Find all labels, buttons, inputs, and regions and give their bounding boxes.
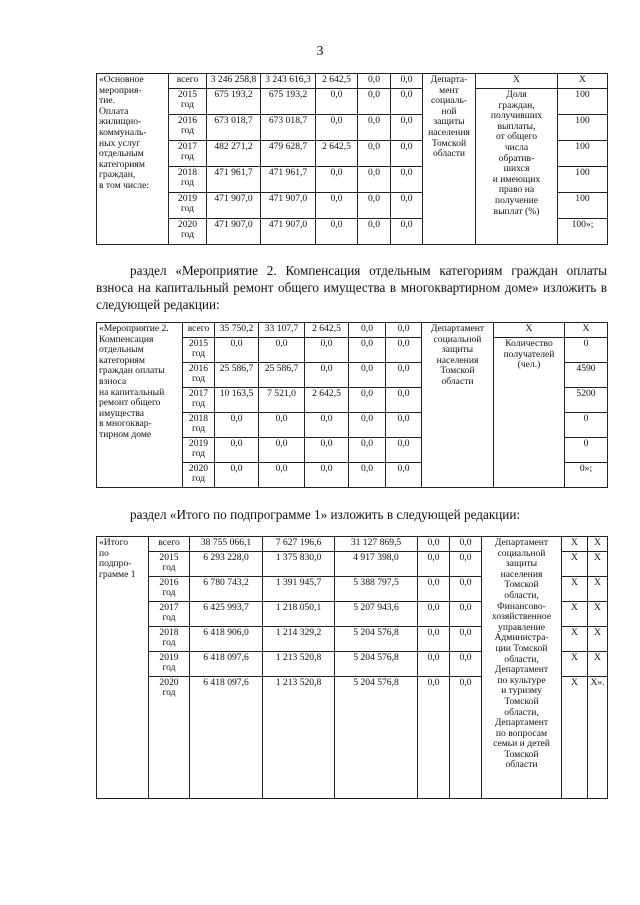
year-cell: 2015 год — [149, 552, 190, 577]
indicator-value-cell: X — [588, 537, 608, 552]
federal-cell: 0,0 — [259, 463, 305, 488]
page-number: 3 — [316, 44, 324, 59]
total-cell: 6 425 993,7 — [190, 602, 263, 627]
other-cell: 0,0 — [391, 141, 423, 167]
indicator-value-cell: X — [588, 552, 608, 577]
total-cell: 471 961,7 — [207, 167, 261, 193]
indicator-value-cell: X — [588, 577, 608, 602]
other-cell: 0,0 — [391, 115, 423, 141]
municipal-cell: 0,0 — [349, 413, 386, 438]
other-cell: 0,0 — [391, 219, 423, 245]
indicator-value-cell: 0 — [565, 338, 608, 363]
federal-cell: 7 521,0 — [259, 388, 305, 413]
federal-cell: 675 193,2 — [261, 89, 316, 115]
other-cell: 0,0 — [391, 193, 423, 219]
year-cell: 2019 год — [169, 193, 207, 219]
year-cell: 2020 год — [169, 219, 207, 245]
table-measure-2 — [96, 322, 608, 488]
total-cell: 0,0 — [215, 413, 259, 438]
activity-name-cell: «Мероприятие 2. Компенсация отдельным категориям граждан оплаты взноса на капитальный ремонт общего имущества в многоквар- тирном доме — [97, 323, 183, 488]
regional-cell: 4 917 398,0 — [335, 552, 418, 577]
table-row — [97, 74, 608, 89]
federal-cell: 471 961,7 — [261, 167, 316, 193]
year-cell: 2017 год — [169, 141, 207, 167]
year-cell: 2019 год — [149, 652, 190, 677]
regional-cell: 0,0 — [305, 363, 349, 388]
total-cell: 6 293 228,0 — [190, 552, 263, 577]
year-cell: 2020 год — [149, 677, 190, 799]
executor-cell: Департамент социальной защиты населения Томской области, Финансово- хозяйственное управление Администра- ции Томской области, Департамент по культуре и туризму Томской области, Департамент по вопросам семьи и детей Томской области — [482, 537, 562, 799]
executor-cell: Департамент социальной защиты населения Томской области — [422, 323, 494, 488]
regional-cell: 0,0 — [305, 463, 349, 488]
federal-cell: 471 907,0 — [261, 219, 316, 245]
municipal-cell: 0,0 — [349, 323, 386, 338]
other-cell: 0,0 — [391, 89, 423, 115]
regional-cell: 5 207 943,6 — [335, 602, 418, 627]
other-cell: 0,0 — [386, 323, 422, 338]
municipal-cell: 0,0 — [418, 602, 450, 627]
municipal-cell: 0,0 — [358, 115, 391, 141]
paragraph-subprogram-total: раздел «Итого по подпрограмме 1» изложить в следующей редакции: — [130, 507, 521, 522]
federal-cell: 1 213 520,8 — [263, 652, 335, 677]
regional-cell: 2 642,5 — [305, 323, 349, 338]
indicator-name-cell: X — [562, 652, 588, 677]
indicator-value-cell: 0 — [565, 413, 608, 438]
total-cell: 0,0 — [215, 438, 259, 463]
total-cell: 673 018,7 — [207, 115, 261, 141]
indicator-value-cell: 5200 — [565, 388, 608, 413]
regional-cell: 5 388 797,5 — [335, 577, 418, 602]
total-cell: 471 907,0 — [207, 193, 261, 219]
other-cell: 0,0 — [391, 167, 423, 193]
total-cell: 10 163,5 — [215, 388, 259, 413]
federal-cell: 1 375 830,0 — [263, 552, 335, 577]
municipal-cell: 0,0 — [358, 141, 391, 167]
regional-cell: 2 642,5 — [316, 141, 358, 167]
other-cell: 0,0 — [450, 602, 482, 627]
federal-cell: 0,0 — [259, 413, 305, 438]
municipal-cell: 0,0 — [358, 89, 391, 115]
total-cell: 38 755 066,1 — [190, 537, 263, 552]
indicator-value-cell: 0 — [565, 438, 608, 463]
federal-cell: 0,0 — [259, 338, 305, 363]
other-cell: 0,0 — [450, 627, 482, 652]
other-cell: 0,0 — [450, 577, 482, 602]
total-cell: 6 418 906,0 — [190, 627, 263, 652]
federal-cell: 1 391 945,7 — [263, 577, 335, 602]
indicator-name-cell: Количество получателей (чел.) — [494, 338, 565, 488]
municipal-cell: 0,0 — [358, 219, 391, 245]
indicator-value-cell: 100»; — [558, 219, 608, 245]
other-cell: 0,0 — [450, 652, 482, 677]
regional-cell: 5 204 576,8 — [335, 652, 418, 677]
regional-cell: 0,0 — [305, 438, 349, 463]
total-cell: 6 418 097,6 — [190, 652, 263, 677]
municipal-cell: 0,0 — [418, 677, 450, 799]
other-cell: 0,0 — [386, 413, 422, 438]
year-cell: 2019 год — [183, 438, 215, 463]
indicator-name-cell: X — [476, 74, 558, 89]
table-main-activity — [96, 73, 608, 245]
regional-cell: 0,0 — [305, 338, 349, 363]
regional-cell: 0,0 — [316, 89, 358, 115]
indicator-name-cell: X — [562, 552, 588, 577]
paragraph-measure-2: раздел «Мероприятие 2. Компенсация отдельным категориям граждан оплаты взноса на капитальный ремонт общего имущества в многоквартирном доме» изложить в следующей редакции: — [96, 263, 607, 312]
indicator-name-cell: X — [562, 677, 588, 799]
regional-cell: 2 642,5 — [305, 388, 349, 413]
indicator-name-cell: X — [562, 577, 588, 602]
executor-cell: Департа- мент социаль- ной защиты населения Томской области — [423, 74, 476, 245]
municipal-cell: 0,0 — [358, 167, 391, 193]
total-cell: 675 193,2 — [207, 89, 261, 115]
year-cell: всего — [169, 74, 207, 89]
indicator-name-cell: Доля граждан, получивших выплаты, от общего числа обратив- шихся и имеющих право на получение выплат (%) — [476, 89, 558, 245]
year-cell: 2020 год — [183, 463, 215, 488]
regional-cell: 0,0 — [316, 193, 358, 219]
year-cell: 2016 год — [183, 363, 215, 388]
other-cell: 0,0 — [450, 552, 482, 577]
total-cell: 35 750,2 — [215, 323, 259, 338]
federal-cell: 7 627 196,6 — [263, 537, 335, 552]
total-cell: 3 246 258,8 — [207, 74, 261, 89]
table-row — [97, 323, 608, 338]
year-cell: 2016 год — [169, 115, 207, 141]
municipal-cell: 0,0 — [418, 577, 450, 602]
other-cell: 0,0 — [386, 338, 422, 363]
indicator-name-cell: X — [494, 323, 565, 338]
municipal-cell: 0,0 — [418, 537, 450, 552]
total-cell: 482 271,2 — [207, 141, 261, 167]
indicator-value-cell: X — [588, 627, 608, 652]
municipal-cell: 0,0 — [349, 363, 386, 388]
regional-cell: 0,0 — [316, 219, 358, 245]
federal-cell: 479 628,7 — [261, 141, 316, 167]
indicator-value-cell: X — [558, 74, 608, 89]
total-cell: 0,0 — [215, 338, 259, 363]
federal-cell: 673 018,7 — [261, 115, 316, 141]
municipal-cell: 0,0 — [349, 438, 386, 463]
other-cell: 0,0 — [386, 363, 422, 388]
indicator-value-cell: X — [588, 602, 608, 627]
indicator-value-cell: 4590 — [565, 363, 608, 388]
regional-cell: 31 127 869,5 — [335, 537, 418, 552]
regional-cell: 2 642,5 — [316, 74, 358, 89]
indicator-value-cell: 100 — [558, 167, 608, 193]
municipal-cell: 0,0 — [349, 338, 386, 363]
year-cell: 2018 год — [183, 413, 215, 438]
other-cell: 0,0 — [386, 463, 422, 488]
regional-cell: 5 204 576,8 — [335, 677, 418, 799]
year-cell: всего — [183, 323, 215, 338]
year-cell: всего — [149, 537, 190, 552]
activity-name-cell: «Итого по подпро- грамме 1 — [97, 537, 149, 799]
municipal-cell: 0,0 — [418, 627, 450, 652]
municipal-cell: 0,0 — [418, 552, 450, 577]
other-cell: 0,0 — [450, 537, 482, 552]
indicator-value-cell: X». — [588, 677, 608, 799]
indicator-value-cell: X — [565, 323, 608, 338]
other-cell: 0,0 — [386, 438, 422, 463]
regional-cell: 5 204 576,8 — [335, 627, 418, 652]
federal-cell: 3 243 616,3 — [261, 74, 316, 89]
indicator-value-cell: X — [588, 652, 608, 677]
year-cell: 2017 год — [183, 388, 215, 413]
table-row — [97, 89, 608, 115]
total-cell: 471 907,0 — [207, 219, 261, 245]
municipal-cell: 0,0 — [349, 463, 386, 488]
indicator-value-cell: 100 — [558, 115, 608, 141]
other-cell: 0,0 — [391, 74, 423, 89]
municipal-cell: 0,0 — [358, 74, 391, 89]
federal-cell: 25 586,7 — [259, 363, 305, 388]
regional-cell: 0,0 — [316, 115, 358, 141]
municipal-cell: 0,0 — [358, 193, 391, 219]
indicator-value-cell: 0»; — [565, 463, 608, 488]
indicator-value-cell: 100 — [558, 193, 608, 219]
table-row — [97, 537, 608, 552]
regional-cell: 0,0 — [305, 413, 349, 438]
total-cell: 0,0 — [215, 463, 259, 488]
federal-cell: 471 907,0 — [261, 193, 316, 219]
indicator-value-cell: 100 — [558, 141, 608, 167]
indicator-name-cell: X — [562, 627, 588, 652]
activity-name-cell: «Основное мероприя- тие. Оплата жилищно- коммуналь- ных услуг отдельным категориям граждан, в том числе: — [97, 74, 169, 245]
total-cell: 25 586,7 — [215, 363, 259, 388]
table-subprogram-total — [96, 536, 608, 799]
indicator-name-cell: X — [562, 537, 588, 552]
year-cell: 2015 год — [169, 89, 207, 115]
federal-cell: 1 218 050,1 — [263, 602, 335, 627]
federal-cell: 33 107,7 — [259, 323, 305, 338]
total-cell: 6 418 097,6 — [190, 677, 263, 799]
other-cell: 0,0 — [386, 388, 422, 413]
indicator-name-cell: X — [562, 602, 588, 627]
year-cell: 2018 год — [169, 167, 207, 193]
other-cell: 0,0 — [450, 677, 482, 799]
federal-cell: 0,0 — [259, 438, 305, 463]
municipal-cell: 0,0 — [418, 652, 450, 677]
indicator-value-cell: 100 — [558, 89, 608, 115]
year-cell: 2016 год — [149, 577, 190, 602]
year-cell: 2017 год — [149, 602, 190, 627]
municipal-cell: 0,0 — [349, 388, 386, 413]
federal-cell: 1 213 520,8 — [263, 677, 335, 799]
total-cell: 6 780 743,2 — [190, 577, 263, 602]
federal-cell: 1 214 329,2 — [263, 627, 335, 652]
regional-cell: 0,0 — [316, 167, 358, 193]
year-cell: 2018 год — [149, 627, 190, 652]
year-cell: 2015 год — [183, 338, 215, 363]
